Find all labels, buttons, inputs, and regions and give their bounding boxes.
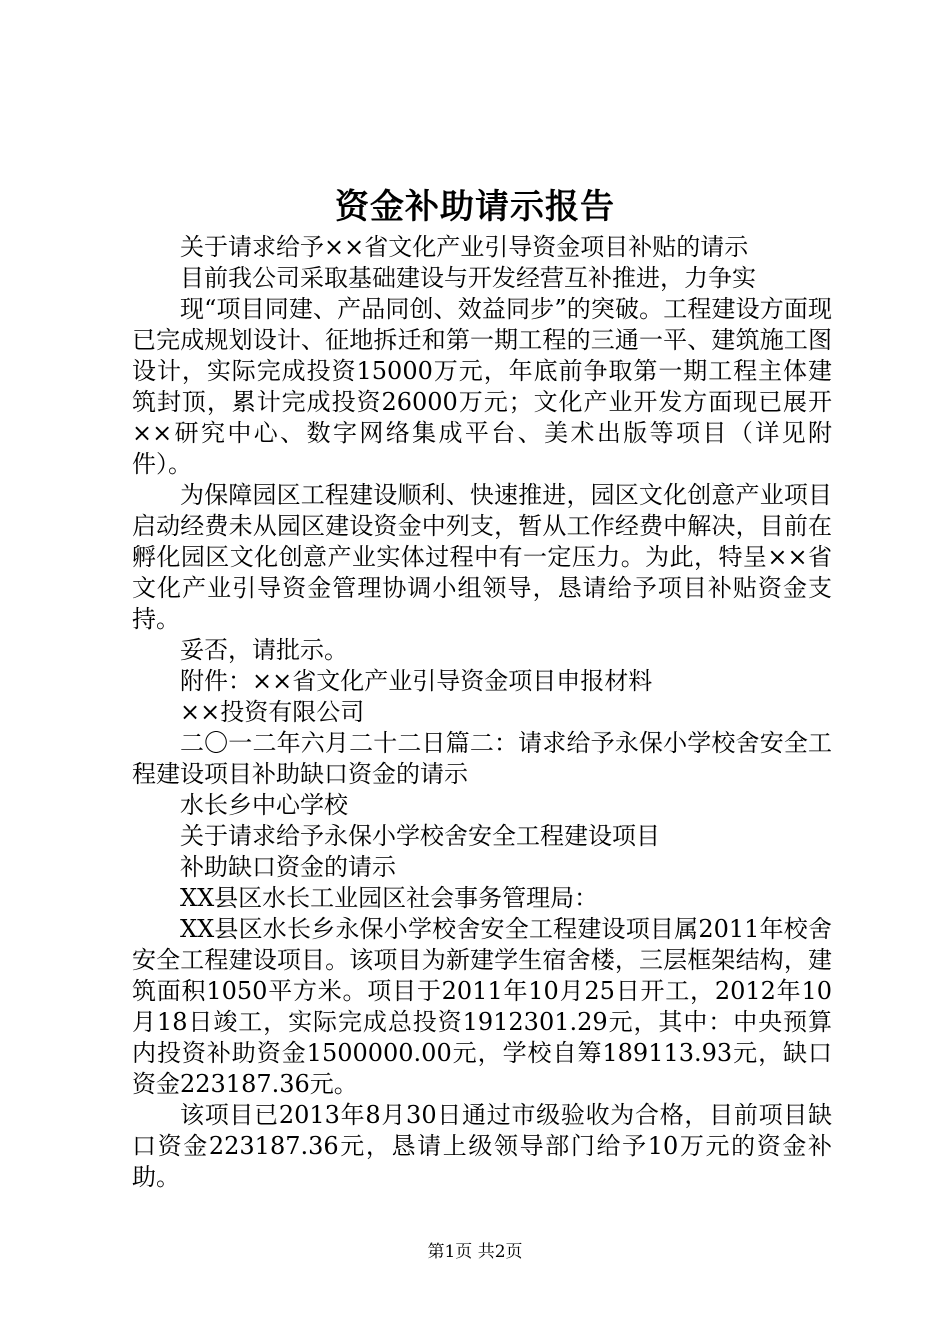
paragraph-attachment: 附件：××省文化产业引导资金项目申报材料: [180, 667, 653, 695]
paragraph-subtitle-line-1: 关于请求给予永保小学校舍安全工程建设项目: [180, 822, 660, 850]
paragraph-company: ××投资有限公司: [180, 698, 365, 726]
paragraph-funding-pressure: 为保障园区工程建设顺利、快速推进，园区文化创意产业项目启动经费未从园区建设资金中列支，暂从工作经费中解决，目前在孵化园区文化创意产业实体过程中有一定压力。为此，特呈××省文化产业引导资金管理协调小组领导，恳请给予项目补贴资金支持。: [132, 481, 832, 633]
paragraph-project-details: XX县区水长乡永保小学校舍安全工程建设项目属2011年校舍安全工程建设项目。该项目为新建学生宿舍楼，三层框架结构，建筑面积1050平方米。项目于2011年10月25日开工，2012年10月18日竣工，实际完成总投资1912301.29元，其中：中央预算内投资补助资金1500000.00元，学校自筹189113.93元，缺口资金223187.36元。: [132, 915, 832, 1098]
paragraph-approval-request: 妥否，请批示。: [180, 636, 348, 664]
document-body: [132, 232, 832, 1193]
paragraph-progress: 现“项目同建、产品同创、效益同步”的突破。工程建设方面现已完成规划设计、征地拆迁和第一期工程的三通一平、建筑施工图设计，实际完成投资15000万元，年底前争取第一期工程主体建筑封顶，累计完成投资26000万元；文化产业开发方面现已展开××研究中心、数字网络集成平台、美术出版等项目（详见附件）。: [132, 295, 832, 478]
paragraph-request-title: 关于请求给予××省文化产业引导资金项目补贴的请示: [180, 233, 749, 261]
document-title: 资金补助请示报告: [335, 187, 615, 227]
paragraph-date-part-two: 二〇一二年六月二十二日篇二：请求给予永保小学校舍安全工程建设项目补助缺口资金的请示: [132, 729, 832, 788]
page-number: 第1页 共2页: [427, 1242, 523, 1262]
paragraph-subtitle-line-2: 补助缺口资金的请示: [180, 853, 396, 881]
paragraph-recipient: XX县区水长工业园区社会事务管理局：: [180, 884, 599, 912]
paragraph-school: 水长乡中心学校: [180, 791, 348, 819]
paragraph-intro: 目前我公司采取基础建设与开发经营互补推进，力争实: [180, 264, 756, 292]
paragraph-funding-request: 该项目已2013年8月30日通过市级验收为合格，目前项目缺口资金223187.36元，恳请上级领导部门给予10万元的资金补助。: [132, 1101, 832, 1191]
